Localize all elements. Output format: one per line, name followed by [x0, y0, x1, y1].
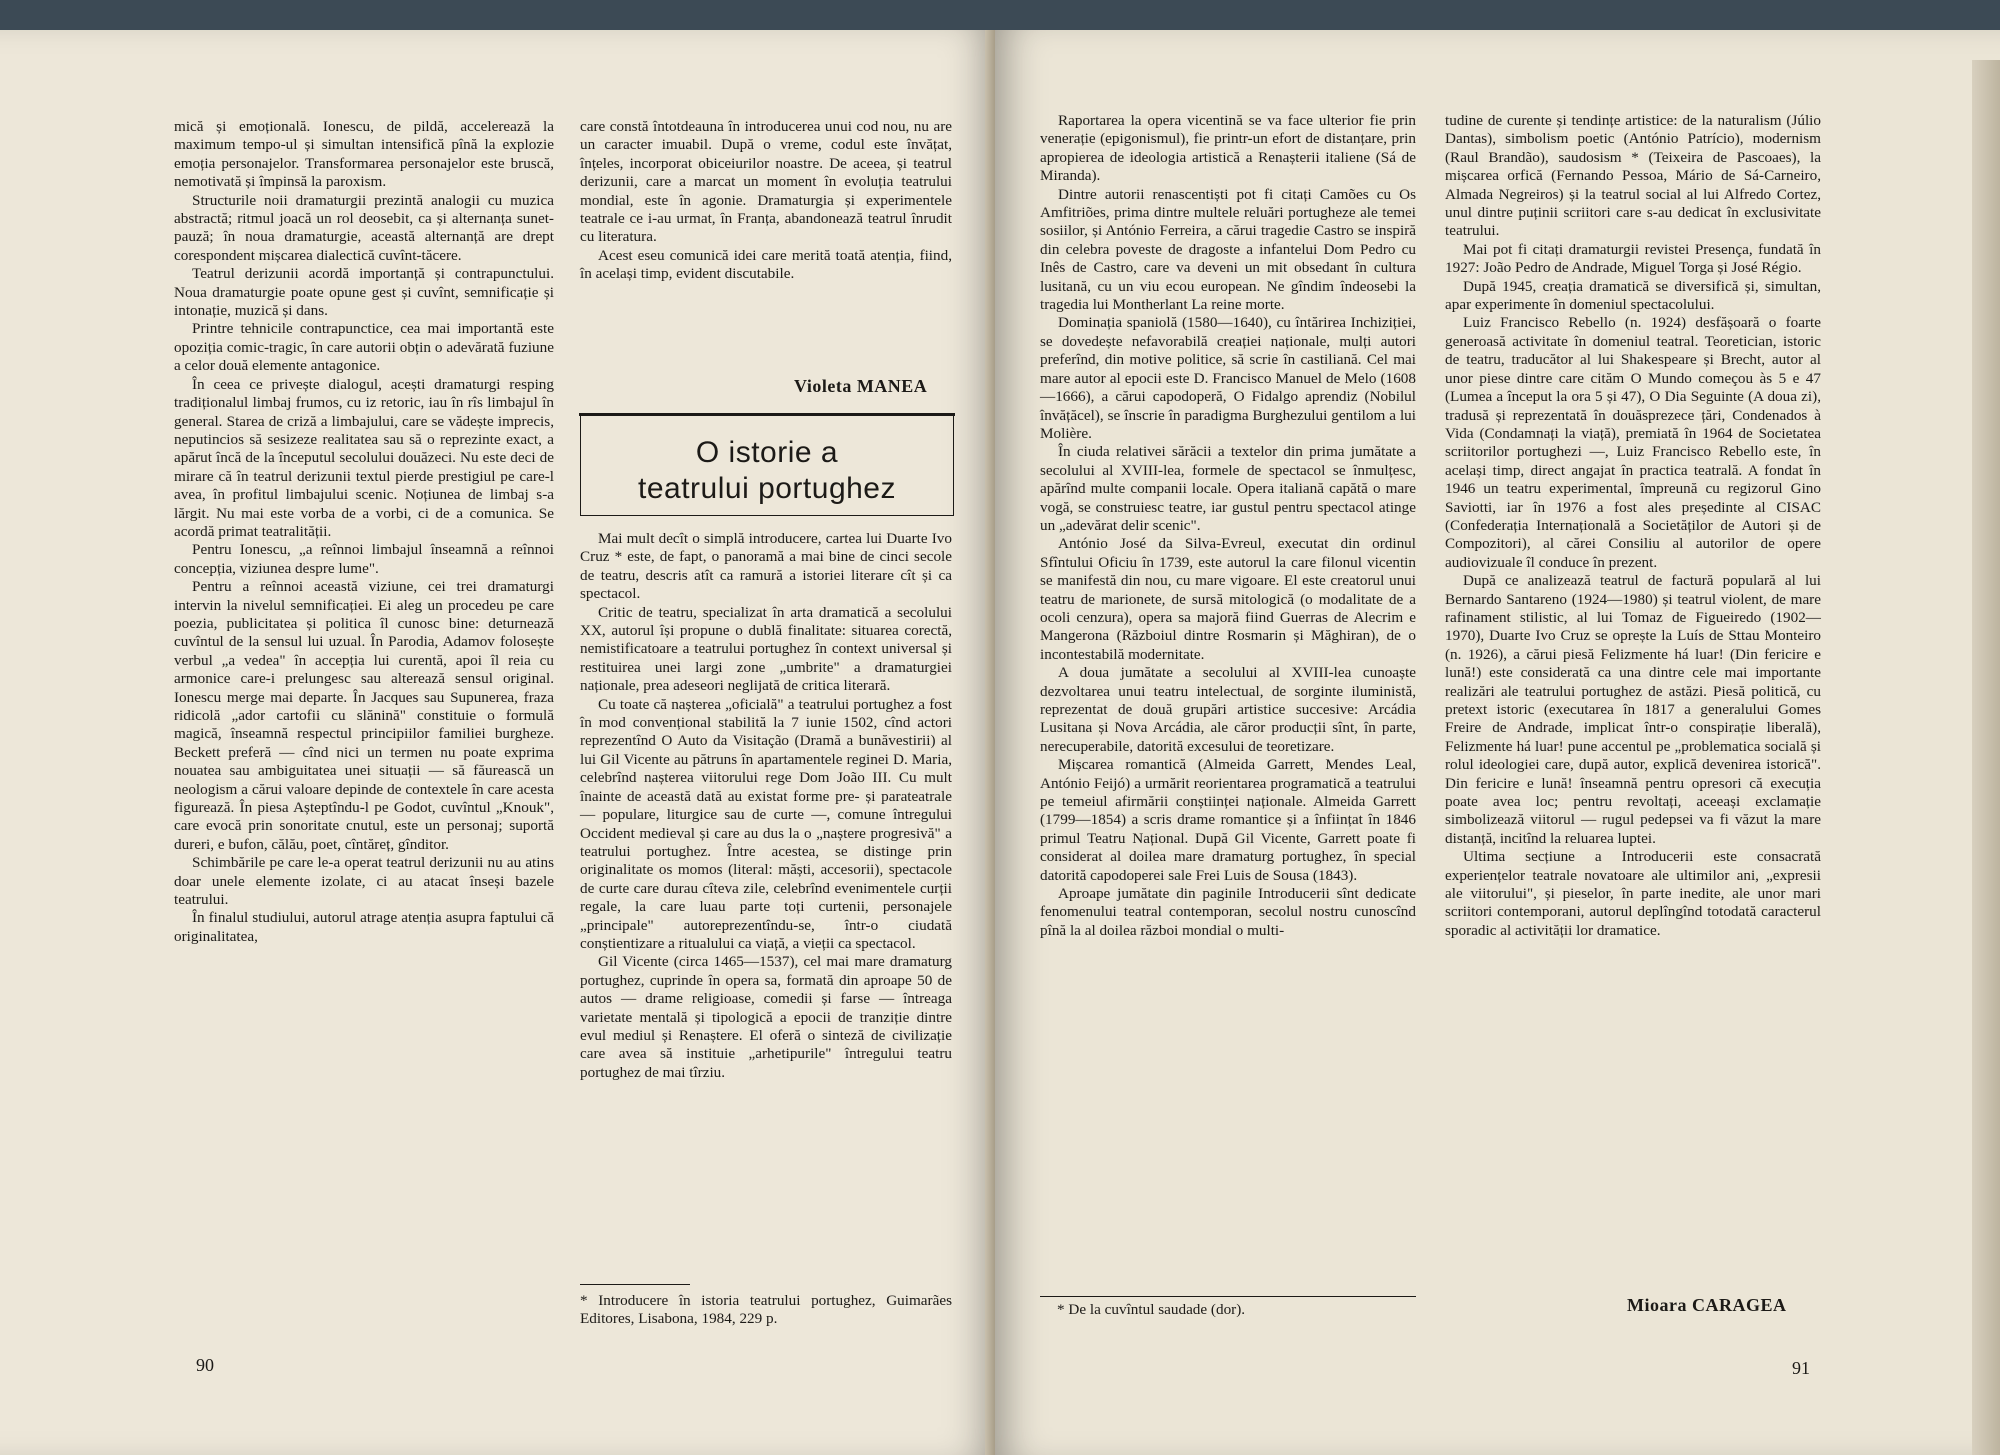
- page-edge: [1972, 60, 2000, 1455]
- footnote-rule-right: [1040, 1296, 1416, 1297]
- paragraph: Acest eseu comunică idei care merită toată atenția, fiind, în același timp, evident discutabile.: [580, 246, 952, 283]
- left-column-2-bottom: [580, 530, 952, 1082]
- background-band: [0, 0, 2000, 30]
- title-top-rule: [579, 413, 955, 416]
- paragraph: În finalul studiului, autorul atrage atenția asupra faptului că originalitatea,: [174, 909, 554, 945]
- paragraph: Pentru a reînnoi această viziune, cei trei dramaturgi intervin la nivelul semnificației. Ei aleg un procedeu pe care poezia, publicitatea și politica îl cunosc bine: deturnează cuvîntul de la sensul lui uzual. În Parodia, Adamov folosește verbul „a vedea" în accepția lui curentă, apoi îl reia cu armonice care-i prelungesc sau alterează sensul original. Ionescu merge mai departe. În Jacques sau Supunerea, fraza ridicolă „ador cartofii cu slănină" constituie o formulă magică, înseamnă respectul principiilor familiei burgheze. Beckett preferă — cînd nici un termen nu poate exprima nouatea sau ambiguitatea unei situații — să făurească un neologism a cărui valoare depinde de contextele în care acesta figurează. În piesa Așteptîndu-l pe Godot, cuvîntul „Knouk", care evocă prin sonoritate cnutul, este un personaj; suportă dureri, e bufon, călău, poet, cîntăreț, gînditor.: [174, 578, 554, 853]
- article-title-line-1: O istorie a: [695, 436, 839, 469]
- paragraph: Schimbările pe care le-a operat teatrul derizunii nu au atins doar unele elemente izolate, ci au atacat înseși bazele teatrului.: [174, 854, 554, 909]
- page-number-left: 90: [196, 1355, 214, 1375]
- paragraph: Critic de teatru, specializat în arta dramatică a secolului XX, autorul își propune o dublă finalitate: situarea corectă, nemistificatoare a teatrului portughez în context universal și restituirea unei largi zone „umbrite" a dramaturgiei naționale, prea adeseori neglijată de critica literară.: [580, 603, 952, 695]
- right-page: [995, 30, 2000, 1455]
- paragraph: Cu toate că nașterea „oficială" a teatrului portughez a fost în mod convențional stabilită la 7 iunie 1502, cînd actori reprezentînd O Auto da Visitação (Dramă a bunăvestirii) al lui Gil Vicente au pătruns în apartamentele reginei D. Maria, celebrînd nașterea viitorului rege Dom João III. Cu mult înainte de această dată au existat forme pre- și parateatrale — populare, liturgice sau de curte —, comune întregului Occident medieval și care au dus la o „naștere progresivă" a teatrului portughez. Între acestea, se distinge prin originalitate os momos (literal: măști, accesorii), spectacole de curte care durau cîteva zile, celebrînd evenimentele curții regale, la care luau parte toți curtenii, personajele „principale" autoreprezentîndu-se, într-o ciudată conștientizare a ritualului ca viață, a vieții ca spectacol.: [580, 695, 952, 952]
- paragraph: Gil Vicente (circa 1465—1537), cel mai mare dramaturg portughez, cuprinde în opera sa, formată din aproape 50 de autos — drame religioase, comedii și farse — întreaga varietate mentală și tipologică a epocii de tranziție dintre evul mediul și Renaștere. El oferă o sinteză de civilizație care avea să instituie „arhetipurile" întregului teatru portughez de mai tîrziu.: [580, 953, 952, 1081]
- footnote-left: * Introducere în istoria teatrului portughez, Guimarães Editores, Lisabona, 1984, 229 p.: [580, 1292, 952, 1328]
- paragraph: mică și emoțională. Ionescu, de pildă, accelerează la maximum tempo-ul și simultan intensifică pînă la explozie emoția personajelor. Transformarea personajelor este bruscă, nemotivată și împinsă la paroxism.: [174, 118, 554, 191]
- footnote-right: * De la cuvîntul saudade (dor).: [1057, 1301, 1246, 1318]
- paragraph: Mai mult decît o simplă introducere, cartea lui Duarte Ivo Cruz * este, de fapt, o panoramă a mai bine de cinci secole de teatru, descris atît ca ramură a istoriei literare cît și ca spectacol.: [580, 530, 952, 603]
- paragraph: Luiz Francisco Rebello (n. 1924) desfășoară o foarte generoasă activitate în domeniul teatral. Teoretician, istoric de teatru, traducător al lui Shakespeare și Brecht, autor al unor piese dintre care cităm O Mundo começou às 5 e 47 (Lumea a început la ora 5 și 47), O Dia Seguinte (A doua zi), tradusă și reprezentată în douăsprezece țări, Condenados à Vida (Condamnați la viață), premiată în 1964 de Societatea scriitorilor portughezi —, Luiz Francisco Rebello este, în același timp, direct angajat în practica teatrală. A fondat în 1946 un teatru experimental, împreună cu regizorul Gino Saviotti, iar în 1976 a fost ales președinte al CISAC (Confederația Internațională a Societăților de Autori și de Compozitori), al cărei Consiliu al autorilor de opere audiovizuale îl conduce în prezent.: [1445, 314, 1821, 571]
- paragraph: În ceea ce privește dialogul, acești dramaturgi resping tradiționalul limbaj frumos, cu iz retoric, iau în rîs limbajul în general. Starea de criză a limbajului, care se vădește imprecis, neputincios să sesizeze realitatea sau să o reprezinte exact, a apărut încă de la începutul secolului douăzeci. Nu este deci de mirare că în teatrul derizunii textul pierde prestigiul pe care-l avea, în profitul limbajului scenic. Noțiunea de limbaj s-a lărgit. Nu mai este vorba de a vorbi, ci de a comunica. Se acordă primat teatralității.: [174, 375, 554, 540]
- paragraph: În ciuda relativei sărăcii a textelor din prima jumătate a secolului al XVIII-lea, formele de spectacol se înmulțesc, apărînd multe companii locale. Opera italiană capătă o mare vogă, se construiesc teatre, iar gustul pentru spectacol atinge un „adevărat delir scenic".: [1040, 443, 1416, 534]
- paragraph: Dintre autorii renascentiști pot fi citați Camões cu Os Amfitriões, prima dintre multele reluări portugheze ale temei sosiilor, și António Ferreira, a cărui tragedie Castro se inspiră din celebra poveste de dragoste a infantelui Dom Pedro cu Inês de Castro, care va deveni un mit obsedant în cultura lusitană, cu un viu ecou european. Ne gîndim îndeosebi la tragedia lui Montherlant La reine morte.: [1040, 185, 1416, 314]
- paragraph: Dominația spaniolă (1580—1640), cu întărirea Inchiziției, se dovedește nefavorabilă creației naționale, mulți autori preferînd, din motive politice, să scrie în castiliană. Cel mai mare autor al epocii este D. Francisco Manuel de Melo (1608—1666), a cărui capodoperă, O Fidalgo aprendiz (Nobilul învățăcel), se înscrie în paradigma Burghezului gentilom a lui Molière.: [1040, 314, 1416, 442]
- paragraph: Mai pot fi citați dramaturgii revistei Presença, fundată în 1927: João Pedro de Andrade, Miguel Torga și José Régio.: [1445, 240, 1821, 277]
- signature-mioara-caragea: Mioara CARAGEA: [1627, 1295, 1787, 1315]
- page-number-right: 91: [1792, 1358, 1810, 1378]
- left-column-2-top: [580, 118, 952, 284]
- paragraph: Pentru Ionescu, „a reînnoi limbajul înseamnă a reînnoi concepția, viziunea despre lume".: [174, 541, 554, 577]
- article-title-line-2: teatrului portughez: [638, 472, 896, 505]
- paragraph: După ce analizează teatrul de factură populară al lui Bernardo Santareno (1924—1980) și teatrul violent, de mare rafinament stilistic, al lui Tomaz de Figueiredo (1902—1970), Duarte Ivo Cruz se oprește la Luís de Sttau Monteiro (n. 1926), a cărui piesă Felizmente há luar! (Din fericire e lună!) este considerată ca una dintre cele mai importante realizări ale teatrului portughez de astăzi. Piesă politică, cu pretext istoric (executarea în 1817 a generalului Gomes Freire de Andrade, implicat într-o conspirație liberală), Felizmente há luar! pune accentul pe „problematica socială și rolul ideologiei care, după autor, explică devenirea istorică". Din fericire e lună! înseamnă pentru opresori că execuția poate avea loc; pentru revoltați, aceeași exclamație simbolizează viitorul — rugul pedepsei va fi văzut la mare distanță, incitînd la reluarea luptei.: [1445, 572, 1821, 847]
- right-column-1: [1040, 112, 1416, 940]
- paragraph: Aproape jumătate din paginile Introducerii sînt dedicate fenomenului teatral contemporan, secolul nostru cunoscînd pînă la al doilea război mondial o multi-: [1040, 885, 1416, 939]
- paragraph: Raportarea la opera vicentină se va face ulterior fie prin venerație (epigonismul), fie printr-un efort de distanțare, prin apropierea de ideologia artistică a Renașterii italiene (Sá de Miranda).: [1040, 112, 1416, 185]
- footnote-rule-left: [580, 1284, 690, 1285]
- paragraph: tudine de curente și tendințe artistice: de la naturalism (Júlio Dantas), simbolism poetic (António Patrício), modernism (Raul Brandão), saudosism * (Teixeira de Pascoaes), la mișcarea orfică (Fernando Pessoa, Mário de Sá-Carneiro, Almada Negreiros) și la teatrul social al lui Alfredo Cortez, unul dintre puținii scriitori care s-au dedicat în exclusivitate teatrului.: [1445, 112, 1821, 240]
- left-page: [0, 30, 995, 1455]
- article-title: [581, 435, 953, 507]
- paragraph: Ultima secțiune a Introducerii este consacrată experiențelor teatrale novatoare ale ultimilor ani, „expresii ale viitorului", și pieselor, în parte inedite, ale unor mari scriitori contemporani, autorul deplîngînd totodată caracterul sporadic al activității lor dramatice.: [1445, 848, 1821, 939]
- paragraph: Teatrul derizunii acordă importanță și contrapunctului. Noua dramaturgie poate opune gest și cuvînt, semnificație și intonație, muzică și dans.: [174, 265, 554, 320]
- paragraph: care constă întotdeauna în introducerea unui cod nou, nu are un caracter imuabil. După o vreme, codul este învățat, înțeles, incorporat obiceiurilor noastre. De aceea, și teatrul derizunii, care a marcat un moment în evoluția teatrului mondial, este în agonie. Dramaturgia și experimentele teatrale ce i-au urmat, în Franța, abandonează teatrul înrudit cu literatura.: [580, 118, 952, 246]
- article-title-box: [580, 413, 954, 516]
- paragraph: A doua jumătate a secolului al XVIII-lea cunoaște dezvoltarea unui teatru intelectual, de sorginte iluministă, reprezentat de două grupări artistice succesive: Arcádia Lusitana și Nova Arcádia, ale căror producții sînt, în parte, nerecuperabile, datorită excesului de teoretizare.: [1040, 664, 1416, 755]
- right-column-2: [1445, 112, 1821, 940]
- paragraph: Mișcarea romantică (Almeida Garrett, Mendes Leal, António Feijó) a urmărit reorientarea programatică a teatrului pe temeiul afirmării conștiinței naționale. Almeida Garrett (1799—1854) a scris drame romantice și a înființat în 1846 primul Teatru Național. După Gil Vicente, Garrett poate fi considerat al doilea mare dramaturg portughez, în special datorită capodoperei sale Frei Luis de Sousa (1843).: [1040, 756, 1416, 884]
- left-column-1: [174, 118, 554, 946]
- paragraph: Structurile noii dramaturgii prezintă analogii cu muzica abstractă; ritmul joacă un rol deosebit, ca și alternanța sunet-pauză; în noua dramaturgie, această alternanță are drept corespondent mișcarea dialectică cuvînt-tăcere.: [174, 191, 554, 264]
- paragraph: António José da Silva-Evreul, executat din ordinul Sfîntului Oficiu în 1739, este autorul la care filonul vicentin se manifestă din nou, cu mare vigoare. El este creatorul unui teatru de marionete, de sursă mitologică (o modalitate de a ocoli cenzura), opera sa majoră fiind Guerras de Alecrim e Mangerona (Războiul dintre Rosmarin și Măghiran), de o incontestabilă modernitate.: [1040, 535, 1416, 663]
- paragraph: Printre tehnicile contrapunctice, cea mai importantă este opoziția comic-tragic, în care autorii obțin o adevărată fuziune a celor două elemente antagonice.: [174, 320, 554, 375]
- paragraph: După 1945, creația dramatică se diversifică și, simultan, apar experimente în domeniul spectacolului.: [1445, 277, 1821, 314]
- signature-violeta-manea: Violeta MANEA: [794, 376, 928, 396]
